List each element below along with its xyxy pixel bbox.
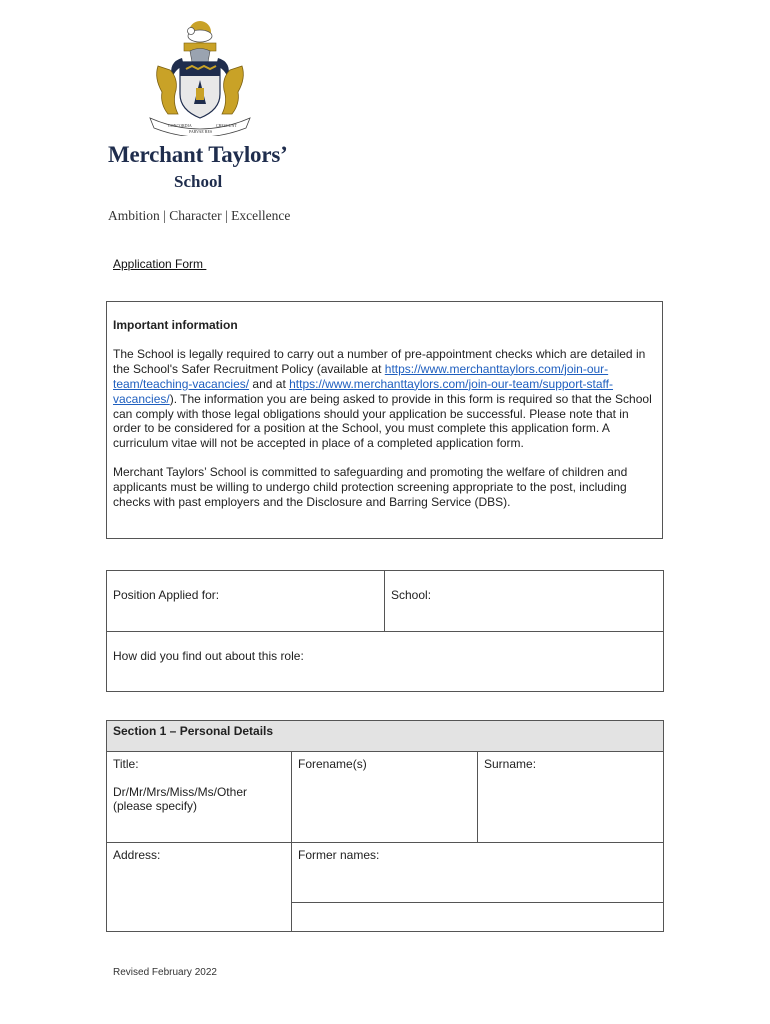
personal-details-table [106,720,664,932]
school-name: Merchant Taylors’ [108,142,288,167]
info-paragraph-2: Merchant Taylors’ School is committed to safeguarding and promoting the welfare of children and applicants must be willing to undergo child protection screening appropriate to the post, including checks with past employers and the Disclosure and Barring Service (DBS). [113,465,628,510]
forename-label: Forename(s) [298,757,367,771]
title-label: Title: [113,757,139,771]
title-note: (please specify) [113,799,198,813]
info-text: ). The information you are being asked to provide in this form is required so that the School can comply with those legal obligations should your application be successful. Please note that in order to be considered for a position at the School, you must complete this application form. A curriculum vitae will not be accepted in place of a completed application form. [113,391,652,451]
support-staff-vacancies-link[interactable]: https://www.merchanttaylors.com/join-our-team/support-staff-vacancies/ [113,376,614,406]
teaching-vacancies-link[interactable]: https://www.merchanttaylors.com/join-our-team/teaching-vacancies/ [113,361,609,391]
important-information-box [106,301,663,539]
find-out-label: How did you find out about this role: [113,649,304,663]
crest-motto-left: CONCORDIA [168,123,192,128]
crest-right-supporter [222,66,243,114]
former-names-field[interactable] [292,843,664,903]
info-heading: Important information [113,318,238,332]
forename-field[interactable] [292,752,478,843]
info-paragraph-1 [113,347,656,451]
school-tagline: Ambition | Character | Excellence [108,208,291,223]
school-sub-name: School [174,172,223,191]
surname-field[interactable] [478,752,664,843]
crest-left-supporter [157,66,178,114]
crest-motto-center: PARVAE RES [189,129,213,134]
info-text: The School is legally required to carry out a number of pre-appointment checks which are detailed in the School's Safer Recruitment Policy (available at [113,346,646,376]
crest-helmet [190,49,210,63]
info-text: and at [249,376,290,391]
address-field[interactable] [107,843,292,932]
position-applied-label: Position Applied for: [113,588,220,602]
former-names-label: Former names: [298,848,380,862]
address-label: Address: [113,848,161,862]
position-applied-field[interactable] [107,571,385,632]
former-names-extra-field[interactable] [292,903,664,932]
crest-motto-right: CRESCUNT [216,123,237,128]
position-table [106,570,664,692]
school-field[interactable] [385,571,664,632]
title-field[interactable] [107,752,292,843]
section-1-heading: Section 1 – Personal Details [107,721,664,752]
find-out-field[interactable] [107,632,664,692]
revision-footer: Revised February 2022 [113,967,217,978]
title-options: Dr/Mr/Mrs/Miss/Ms/Other [113,785,247,799]
school-label: School: [391,588,432,602]
surname-label: Surname: [484,757,537,771]
school-crest-logo [146,18,254,136]
form-title: Application Form [113,257,207,271]
